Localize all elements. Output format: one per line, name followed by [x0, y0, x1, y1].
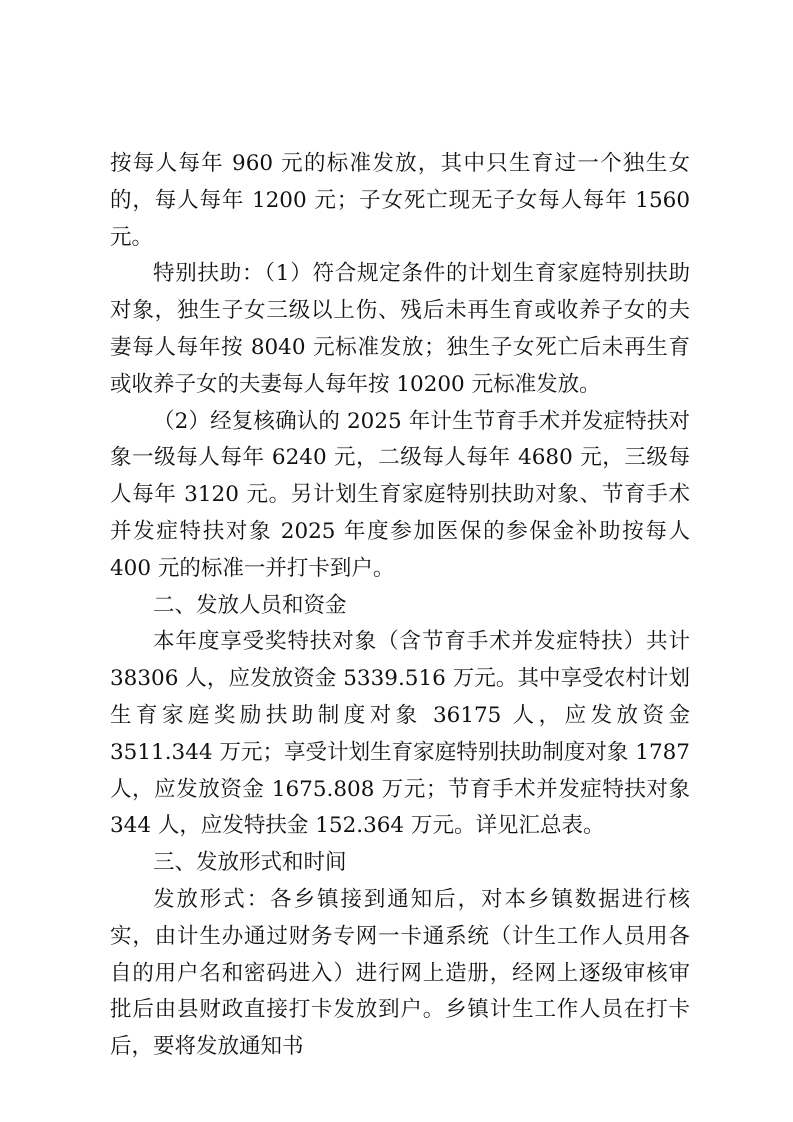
- document-body: [110, 146, 690, 1066]
- paragraph-special-assistance-1: 特别扶助：（1）符合规定条件的计划生育家庭特别扶助对象，独生子女三级以上伤、残后未再生育或收养子女的夫妻每人每年按 8040 元标准发放；独生子女死亡后未再生育或收养子女的夫妻每人每年按 10200 元标准发放。: [110, 261, 690, 397]
- section-heading-recipients-funds: 二、发放人员和资金: [153, 592, 347, 618]
- section-heading-form-time: 三、发放形式和时间: [153, 850, 347, 876]
- paragraph-standard-continuation: 按每人每年 960 元的标准发放，其中只生育过一个独生女的，每人每年 1200 元；子女死亡现无子女每人每年 1560 元。: [110, 151, 690, 250]
- paragraph-special-assistance-2: （2）经复核确认的 2025 年计生节育手术并发症特扶对象一级每人每年 6240 元，二级每人每年 4680 元，三级每人每年 3120 元。另计划生育家庭特别扶助对象、节育手术并发症特扶对象 2025 年度参加医保的参保金补助按每人 400 元的标准一并打卡到户。: [110, 408, 690, 581]
- paragraph-recipients-funds: 本年度享受奖特扶对象（含节育手术并发症特扶）共计 38306 人，应发放资金 5339.516 万元。其中享受农村计划生育家庭奖励扶助制度对象 36175 人，应发放资金 3511.344 万元；享受计划生育家庭特别扶助制度对象 1787 人，应发放资金 1675.808 万元；节育手术并发症特扶对象 344 人，应发特扶金 152.364 万元。详见汇总表。: [110, 629, 690, 839]
- paragraph-distribution-form: 发放形式：各乡镇接到通知后，对本乡镇数据进行核实，由计生办通过财务专网一卡通系统（计生工作人员用各自的用户名和密码进入）进行网上造册，经网上逐级审核审批后由县财政直接打卡发放到户。乡镇计生工作人员在打卡后，要将发放通知书: [110, 886, 690, 1060]
